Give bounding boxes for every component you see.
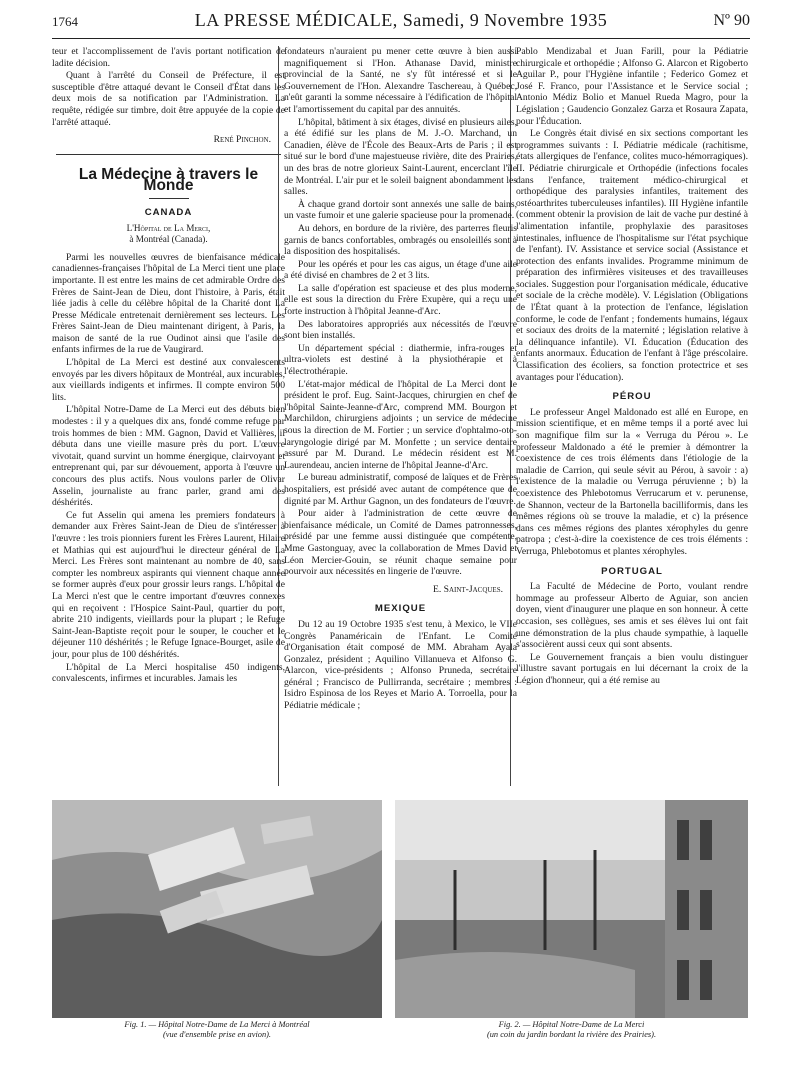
divider [56,154,281,155]
journal-title: LA PRESSE MÉDICALE, Samedi, 9 Novembre 1935 [194,10,608,30]
garden-river-image [395,800,748,1018]
signature: René Pinchon. [213,134,271,146]
paragraph: La Faculté de Médecine de Porto, voulant rendre hommage au professeur Alberto de Aguiar, son ancien doyen, vient d'inaugurer une plaque en son honneur. À cette occasion, ses collègues, ses amis et ses élèves lui ont fait une démonstration de la plus chaude sympathie, à laquelle s'associèrent aussi ceux qui sont absents. [516,581,748,651]
caption-line: (vue d'ensemble prise en avion). [162,1030,272,1039]
section-title: MEXIQUE [374,603,427,615]
paragraph: L'hôpital de La Merci hospitalise 450 indigents, convalescents, infirmes et incurables. Jamais les [52,661,285,685]
paragraph: Du 12 au 19 Octobre 1935 s'est tenu, à Mexico, le VIIe Congrès Panaméricain de l'Enfant. Le Comité d'Organisation était composé de MM. Abraham Ayala Gonzalez, président ; Aquilino Villanueva et Alfonso G. Alarcon, vice-présidents ; Alfonso Pruneda, secrétaire général ; Francisco de Pullirranda, secrétaire ; membres : Isidro Espinosa de los Reyes et Mario A. Torroella, pour la Pédiatrie médicale ; [284,618,517,712]
section-title: CANADA [144,206,193,218]
paragraph: Le Congrès était divisé en six sections comportant les programmes suivants : I. Pédiatrie médicale (rachitisme, états allergiques de l'enfance, colites muco-hémorragiques). II. Pédiatrie chirurgicale et Orthopédie (infections focales dans l'enfance, traitement médico-chirurgical et orthopédique des paralysies infantiles, traitement des ostéoarthrites tuberculeuses infantiles). III Hygiène infantile (comment obtenir la provision de lait de vache pur destiné à l'alimentation infantile, prophylaxie des parasitoses intestinales, influence de l'hospitalisme sur l'état psychique de l'enfant). IV. Assistance et service social (Assistance et protection des enfants invalides. Programme minimum de préparation des infirmières visiteuses et des travailleuses sociales. Suggestion pour l'organisation médicale, éducative et sociale de la crèche modèle). V. Législation (Obligations de l'État quant à la protection de l'enfance, législation conforme, le code de l'enfant ; fondements humains, légaux et sociaux des droits de la maternité ; législation relative à la délinquance infantile). VI. Éducation (Éducation des enfants anormaux. Éducation de l'enfant à l'âge préscolaire. Classification des écoliers, sa fonction protectrice et ses avantages pour l'éducation). [516,128,748,383]
paragraph: teur et l'accomplissement de l'avis portant notification de ladite décision. [52,46,285,69]
paragraph: L'hôpital, bâtiment à six étages, divisé en plusieurs ailes, a été édifié sur les plans de M. J.-O. Marchand, un Canadien, élève de l'École des Beaux-Arts de Paris ; il est situé sur le bord d'une majestueuse rivière, dite des Prairies, un des bras de notre glorieux Saint-Laurent, encerclant l'île de Montréal. L'air pur et le soleil baignent abondamment les salles. [284,116,517,198]
paragraph: Parmi les nouvelles œuvres de bienfaisance médicale canadiennes-françaises l'hôpital de La Merci tient une place importante. Il est entre les mains de cet admirable Ordre des Frères de Saint-Jean de Dieu, dont l'histoire, à Paris, était liée jadis à celle du célèbre hôpital de la Charité dont La Presse Médicale entretenait dernièrement ses lecteurs. Les Frères Saint-Jean de Dieu maintenant dirigent, à Paris, la maison de santé de la rue Oudinot ainsi que l'asile des enfants infirmes de la rue de Vaugirard. [52,251,285,356]
article-subtitle: L'Hôpital de La Merci, [126,222,211,233]
paragraph: Ce fut Asselin qui amena les premiers fondateurs à demander aux Frères Saint-Jean de Dieu de s'intéresser à l'œuvre : les trois pionniers furent les Frères Laurent, Hilaire et Mathias qui est aujourd'hui le directeur général de La Merci. Les Frères sont maintenant au nombre de 40, sans compter les nombreux aspirants qui viennent chaque année se former auprès d'eux pour grossir leurs rangs. L'hôpital de La Merci n'est que le centre important d'œuvres connexes qui en reçoivent : l'Hospice Saint-Paul, quartier du port, abrite 210 indigents, vieillards pour la plupart ; le Refuge Saint-Jean-Baptiste reçoit pour le souper, le coucher et le déjeuner 110 déshérités ; le Refuge Ignace-Bourget, asile de jour, pour plus de 100 déshérités. [52,509,285,660]
paragraph: Pour aider à l'administration de cette œuvre de bienfaisance médicale, un Comité de Dames patronnesses, présidé par une femme aussi distinguée que compétente, Mme Gastonguay, avec la collaboration de Mmes David et Léon Mercier-Gouin, se réunit chaque semaine pour pourvoir aux nécessités en lingerie de l'œuvre. [284,508,517,578]
caption-line: (un coin du jardin bordant la rivière des Prairies). [486,1030,657,1039]
paragraph: Le Gouvernement français a bien voulu distinguer l'illustre savant portugais en lui décernant la croix de la Légion d'honneur, qui a été remise au [516,651,748,686]
column-1 [52,46,285,686]
paragraph: À chaque grand dortoir sont annexés une salle de bains, un vaste fumoir et une galerie spacieuse pour la promenade. [284,198,517,222]
section-title: PÉROU [612,391,652,403]
paragraph: Pablo Mendizabal et Juan Farill, pour la Pédiatrie chirurgicale et orthopédie ; Alfonso G. Alarcon et Rigoberto Aguilar P., pour l'Hygiène infantile ; Federico Gomez et José F. Franco, pour l'Assistance et le Service social ; Antonio Médiz Bolio et Manuel Rueda Magro, pour la Législation ; Gaudencio Gonzalez Garza et Rosaura Zapata, pour l'Éducation. [516,46,748,127]
paragraph: Pour les opérés et pour les cas aigus, un étage d'une aile a été divisé en chambres de 2 et 3 lits. [284,258,517,282]
paragraph: L'état-major médical de l'hôpital de La Merci dont le président le prof. Eug. Saint-Jacques, chirurgien en chef de l'hôpital Sainte-Jeanne-d'Arc, comprend MM. Bourgon et Marchildon, chirurgiens adjoints ; un service de médecine sous la direction de M. Fortier ; un service d'ophtalmo-oto-laryngologie dirigé par M. Monfette ; un service dentaire assuré par M. Durand. Le médecin résident est M. Laurendeau, ancien interne de l'hôpital Jeanne-d'Arc. [284,378,517,471]
divider [149,198,189,199]
aerial-hospital-image [52,800,382,1018]
paragraph: Un département spécial : diathermie, infra-rouges et ultra-violets est destiné à la physiothérapie et à l'électrothérapie. [284,342,517,378]
signature: E. Saint-Jacques. [432,583,503,595]
figure-2-photo [395,800,748,1018]
figure-1-caption [52,1020,382,1040]
caption-line: Fig. 2. — Hôpital Notre-Dame de La Merci [498,1020,645,1029]
caption-line: Fig. 1. — Hôpital Notre-Dame de La Merci à Montréal [124,1020,310,1029]
paragraph: L'hôpital Notre-Dame de La Merci eut des débuts bien modestes : il y a quelques dix ans, fondé comme refuge par trois hommes de bien : MM. Gagnon, David et Vallières, il débuta dans une vieille masure près du port. L'œuvre vivotait, quand survint un homme énergique, clairvoyant et entreprenant qui, par sur dévouement, apporta à l'œuvre un concours des plus actifs. Nous voulons parler de Olivar Asselin, journaliste au franc parler, grand ami des déshérités. [52,404,285,509]
figure-1-photo [52,800,382,1018]
paragraph: Au dehors, en bordure de la rivière, des parterres fleuris garnis de bancs confortables, ombragés ou ensoleillés sont à la disposition des hospitalisés. [284,222,517,258]
issue-number: Nº 90 [713,12,750,29]
article-subtitle: à Montréal (Canada). [129,234,208,245]
section-headline: La Médecine à travers le Monde [78,165,259,195]
column-2 [284,46,517,713]
paragraph: L'hôpital de La Merci est destiné aux convalescents envoyés par les divers hôpitaux de Montréal, aux incurables, aux vieillards indigents et infirmes. Il compte environ 500 lits. [52,357,285,403]
section-title: PORTUGAL [601,565,663,577]
paragraph: Le bureau administratif, composé de laïques et de Frères hospitaliers, est présidé avec autant de compétence que de dignité par M. Arthur Gagnon, un des fondateurs de l'œuvre. [284,472,517,507]
page-number: 1764 [52,14,78,29]
paragraph: La salle d'opération est spacieuse et des plus moderne, elle est sous la direction du Frère Exupère, qui a reçu une forte instruction à l'hôpital Jeanne-d'Arc. [284,282,517,318]
paragraph: fondateurs n'auraient pu mener cette œuvre à bien aussi magnifiquement si l'Hon. Athanase David, ministre provincial de la Santé, ne s'y fût intéressé et si le Gouvernement de l'Hon. Alexandre Taschereau, à Québec, n'eût garanti la somme nécessaire à l'édification de l'hôpital et l'amortissement du capital par des annuités. [284,46,517,115]
paragraph: Quant à l'arrêté du Conseil de Préfecture, il est susceptible d'être attaqué devant le Conseil d'État dans les deux mois de sa notification par l'Administration. La requête, rédigée sur timbre, doit être appuyée de la copie de l'arrêté attaqué. [52,70,285,128]
paragraph: Le professeur Angel Maldonado est allé en Europe, en mission scientifique, et en même temps il a porté avec lui son magnifique film sur la « Verruga du Pérou ». Le professeur Maldonado a été le premier à démontrer la coexistence de ces trois éléments dans l'étiologie de la maladie de Carrion, qui seule sévit au Pérou, à savoir : a) l'existence de la maladie ou Verruga péruvienne ; b) la coexistence des Phlebotomus Verrucarum et v. perunense, de Shannon, vecteur de la Bartonella bacilliformis, dans les mêmes régions où se trouve la maladie, et c) la présence dans ces mêmes régions des plantes xérophyles du genre patropa ; c'est-à-dire la coexistence de ces trois éléments : Verruga, Phlebotomus et plantes xérophyles. [516,406,748,557]
figure-2-caption [395,1020,748,1040]
paragraph: Des laboratoires appropriés aux nécessités de l'œuvre sont bien installés. [284,318,517,342]
column-3 [516,46,748,687]
page-header [52,10,750,39]
